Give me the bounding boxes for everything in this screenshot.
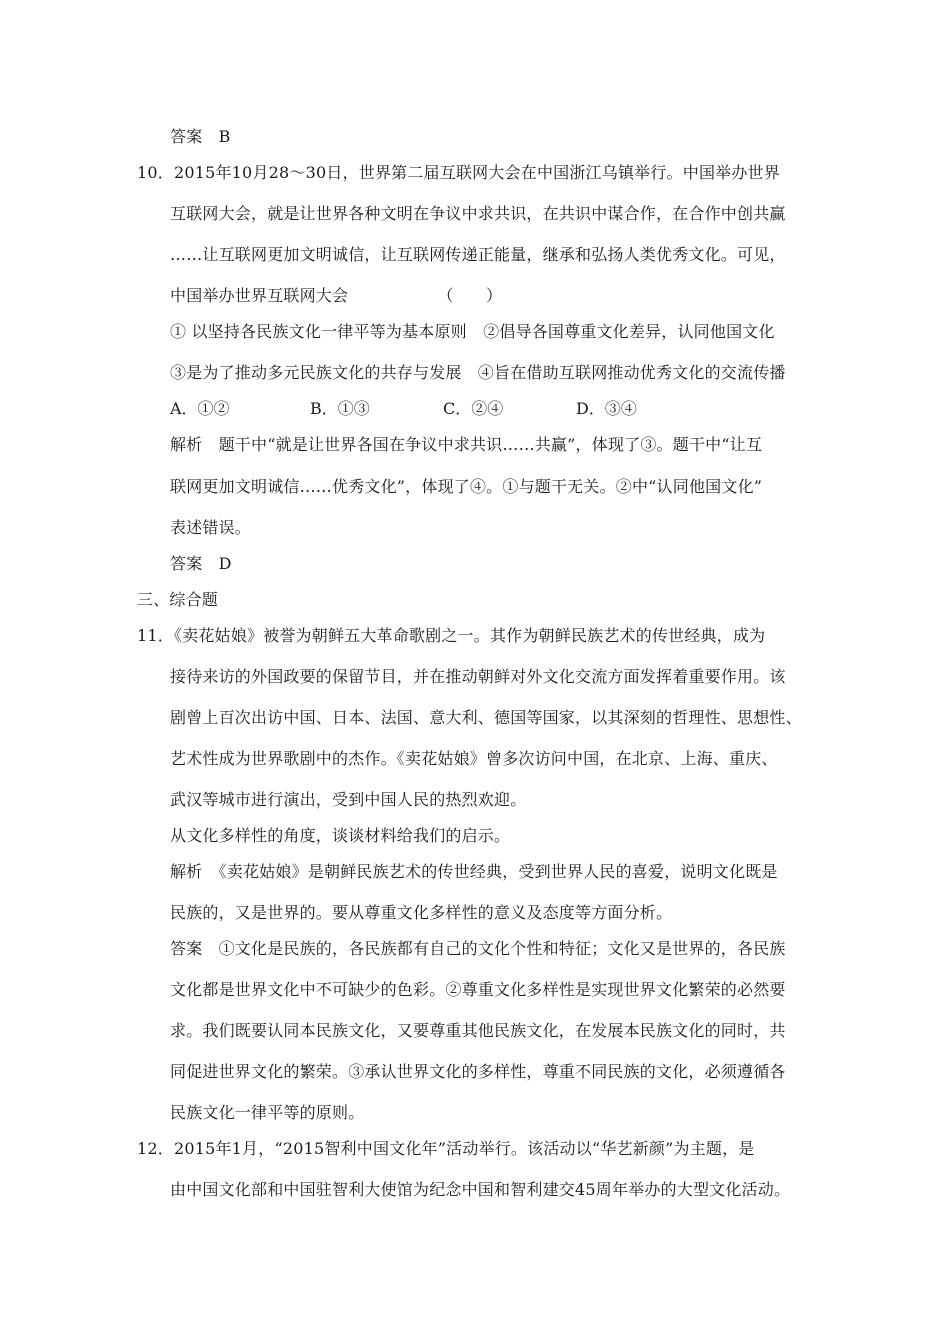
q10-option-b: B．①③ bbox=[310, 399, 370, 418]
q11-answer-line-1: 答案 ①文化是民族的，各民族都有自己的文化个性和特征；文化又是世界的，各民族 bbox=[170, 939, 786, 958]
q11-answer-line-5: 民族文化一律平等的原则。 bbox=[170, 1103, 365, 1122]
q10-line-1: 10．2015年10月28～30日，世界第二届互联网大会在中国浙江乌镇举行。中国举办世界 bbox=[137, 163, 780, 182]
q10-analysis-line-2: 联网更加文明诚信……优秀文化”，体现了④。①与题干无关。②中“认同他国文化” bbox=[170, 477, 763, 496]
q10-line-4: 中国举办世界互联网大会 （ ） bbox=[170, 286, 503, 305]
q10-statement-2: ③是为了推动多元民族文化的共存与发展 ④旨在借助互联网推动优秀文化的交流传播 bbox=[170, 363, 786, 382]
q10-statement-1: ① 以坚持各民族文化一律平等为基本原则 ②倡导各国尊重文化差异，认同他国文化 bbox=[170, 322, 775, 341]
q10-analysis-line-3: 表述错误。 bbox=[170, 518, 252, 537]
q12-line-2: 由中国文化部和中国驻智利大使馆为纪念中国和智利建交45周年举办的大型文化活动。 bbox=[170, 1180, 791, 1199]
q11-analysis-line-1: 解析 《卖花姑娘》是朝鲜民族艺术的传世经典，受到世界人民的喜爱，说明文化既是 bbox=[170, 862, 778, 881]
q11-analysis-line-2: 民族的，又是世界的。要从尊重文化多样性的意义及态度等方面分析。 bbox=[170, 903, 673, 922]
q11-answer-line-3: 求。我们既要认同本民族文化，又要尊重其他民族文化，在发展本民族文化的同时，共 bbox=[170, 1021, 786, 1040]
q11-line-4: 艺术性成为世界歌剧中的杰作。《卖花姑娘》曾多次访问中国，在北京、上海、重庆、 bbox=[170, 749, 778, 768]
q10-line-3: ……让互联网更加文明诚信，让互联网传递正能量，继承和弘扬人类优秀文化。可见， bbox=[170, 245, 786, 264]
section-heading: 三、综合题 bbox=[137, 590, 219, 609]
q10-option-d: D．③④ bbox=[576, 399, 637, 418]
q10-analysis-line-1: 解析 题干中“就是让世界各国在争议中求共识……共赢”，体现了③。题干中“让互 bbox=[170, 435, 763, 454]
q11-question: 从文化多样性的角度，谈谈材料给我们的启示。 bbox=[170, 826, 511, 845]
answer-line-b: 答案 B bbox=[170, 127, 231, 146]
q10-line-2: 互联网大会，就是让世界各种文明在争议中求共识，在共识中谋合作，在合作中创共赢 bbox=[170, 204, 786, 223]
q12-line-1: 12．2015年1月，“2015智利中国文化年”活动举行。该活动以“华艺新颜”为主题，是 bbox=[137, 1139, 755, 1158]
q10-option-a: A．①② bbox=[170, 399, 230, 418]
q11-line-1: 11．《卖花姑娘》被誉为朝鲜五大革命歌剧之一。其作为朝鲜民族艺术的传世经典，成为 bbox=[137, 626, 766, 645]
q11-line-2: 接待来访的外国政要的保留节目，并在推动朝鲜对外文化交流方面发挥着重要作用。该 bbox=[170, 667, 786, 686]
q11-line-3: 剧曾上百次出访中国、日本、法国、意大利、德国等国家，以其深刻的哲理性、思想性、 bbox=[170, 708, 802, 727]
q11-line-5: 武汉等城市进行演出，受到中国人民的热烈欢迎。 bbox=[170, 790, 527, 809]
q10-option-c: C．②④ bbox=[443, 399, 504, 418]
q10-answer: 答案 D bbox=[170, 554, 232, 573]
q11-answer-line-4: 同促进世界文化的繁荣。③承认世界文化的多样性，尊重不同民族的文化，必须遵循各 bbox=[170, 1062, 786, 1081]
q11-answer-line-2: 文化都是世界文化中不可缺少的色彩。②尊重文化多样性是实现世界文化繁荣的必然要 bbox=[170, 980, 786, 999]
